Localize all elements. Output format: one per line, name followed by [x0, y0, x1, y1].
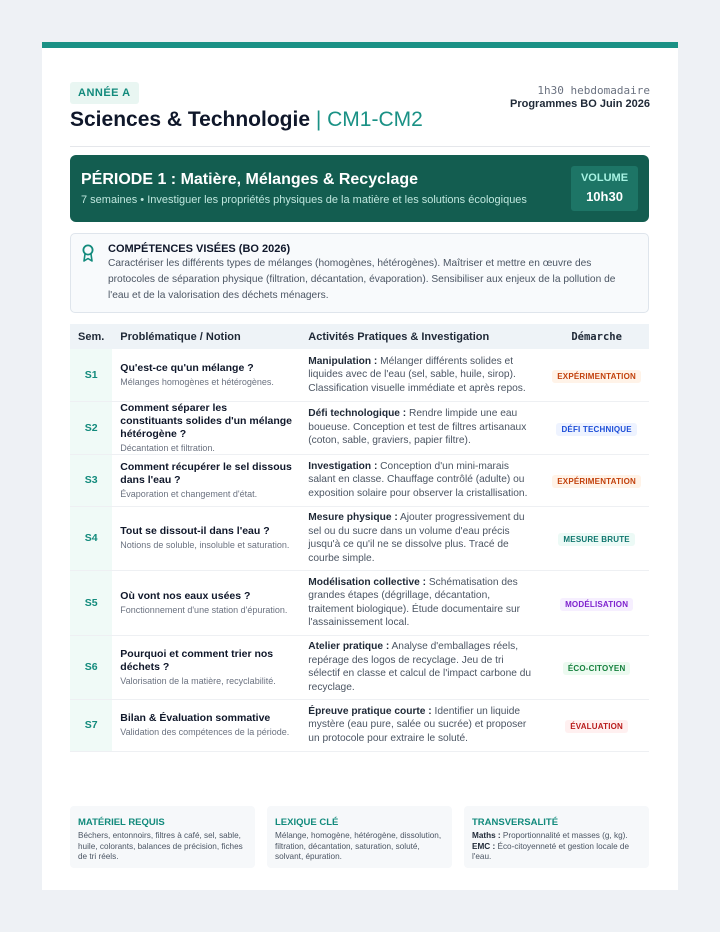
header-divider: [70, 146, 650, 147]
problem-cell: [112, 699, 300, 751]
approach-tag: MODÉLISATION: [560, 598, 633, 611]
problem-question: Où vont nos eaux usées ?: [120, 589, 251, 602]
activity-label: Mesure physique :: [308, 512, 398, 523]
problem-cell: [112, 635, 300, 699]
activity-label: Investigation :: [308, 460, 378, 472]
period-title: PÉRIODE 1 : Matière, Mélanges & Recyclage: [81, 171, 419, 188]
activity-label: Manipulation :: [308, 355, 378, 367]
problem-question: Pourquoi et comment trier nos déchets ?: [120, 647, 274, 673]
activity-cell: [300, 699, 544, 751]
transversality-title: TRANSVERSALITÉ: [472, 817, 559, 828]
approach-tag: EXPÉRIMENTATION: [552, 475, 641, 488]
activity-text: Schématisation des grandes étapes (dégrillage, décantation, traitement biologique). Étude documentaire sur l'assainissement local.: [308, 576, 521, 628]
table-row: [70, 401, 649, 454]
table-header-row: [70, 324, 649, 349]
week-label: S4: [84, 532, 98, 544]
problem-question: Tout se dissout-il dans l'eau ?: [120, 525, 270, 537]
activity-cell: [300, 454, 544, 506]
table-row: [70, 349, 649, 401]
maths-text: Proportionnalité et masses (g, kg).: [500, 831, 628, 840]
activity-cell: [300, 506, 544, 570]
table-row: [70, 699, 649, 751]
week-cell: [70, 699, 112, 751]
approach-tag: ÉVALUATION: [565, 720, 628, 733]
problem-notion: Évaporation et changement d'état.: [120, 488, 258, 499]
header-problem: Problématique / Notion: [112, 324, 300, 349]
table-row: [70, 635, 649, 699]
activity-label: Défi technologique :: [308, 408, 407, 420]
approach-tag: EXPÉRIMENTATION: [552, 370, 641, 383]
week-cell: [70, 635, 112, 699]
week-cell: [70, 349, 112, 401]
header-approach: Démarche: [544, 324, 649, 349]
page-title: [70, 108, 423, 132]
lexicon-title: LEXIQUE CLÉ: [275, 817, 339, 828]
table-row: [70, 506, 649, 570]
transversality-box: [464, 806, 649, 868]
period-banner: [70, 155, 649, 222]
emc-label: EMC :: [472, 841, 496, 851]
title-separator: |: [310, 108, 328, 131]
weekly-hours: 1h30 hebdomadaire: [537, 84, 650, 97]
problem-cell: [112, 401, 300, 454]
competences-title: COMPÉTENCES VISÉES (BO 2026): [108, 243, 291, 255]
header-week: Sem.: [70, 324, 112, 349]
week-cell: [70, 506, 112, 570]
competences-box: [70, 233, 649, 313]
activity-text: Mélanger différents solides et liquides avec de l'eau (sel, sable, huile, sirop). Classification visuelle immédiate et après repos.: [308, 355, 526, 394]
year-badge: ANNÉE A: [70, 82, 139, 104]
problem-notion: Mélanges homogènes et hétérogènes.: [120, 376, 274, 387]
title-main: Sciences & Technologie: [70, 108, 311, 131]
approach-cell: [544, 349, 649, 401]
week-cell: [70, 570, 112, 635]
transversality-text: [472, 831, 643, 863]
emc-line: [472, 842, 643, 863]
activity-text: Conception d'un mini-marais salant en classe. Chauffage contrôlé (adulte) ou exposition solaire pour observer la cristallisation.: [308, 460, 528, 499]
ribbon-badge-icon: [81, 244, 95, 262]
approach-tag: DÉFI TECHNIQUE: [556, 423, 636, 436]
problem-cell: [112, 349, 300, 401]
volume-box: [571, 166, 638, 211]
activity-cell: [300, 401, 544, 454]
problem-notion: Validation des compétences de la période.: [120, 727, 290, 737]
week-label: S6: [84, 661, 98, 673]
document-page: [42, 42, 678, 890]
week-label: S3: [84, 474, 98, 486]
activity-label: Atelier pratique :: [308, 641, 390, 652]
problem-question: Bilan & Évaluation sommative: [120, 712, 271, 724]
activity-text: Rendre limpide une eau boueuse. Conception et test de filtres artisanaux (coton, sable, graviers, papier filtre).: [308, 408, 527, 447]
problem-notion: Valorisation de la matière, recyclabilité.: [120, 675, 276, 686]
approach-cell: [544, 699, 649, 751]
header-activities: Activités Pratiques & Investigation: [300, 324, 544, 349]
table-row: [70, 570, 649, 635]
problem-question: Comment séparer les constituants solides d'un mélange hétérogène ?: [120, 401, 292, 440]
approach-cell: [544, 454, 649, 506]
approach-tag: MESURE BRUTE: [558, 533, 634, 546]
activity-cell: [300, 349, 544, 401]
activity-text: Analyse d'emballages réels, repérage des logos de recyclage. Jeu de tri sélectif en classe et calcul de l'impact carbone du recyclage.: [308, 641, 532, 693]
maths-line: [472, 831, 643, 842]
emc-text: Éco-citoyenneté et gestion locale de l'eau.: [472, 841, 630, 861]
title-level: CM1-CM2: [327, 108, 423, 131]
week-label: S7: [84, 719, 98, 731]
materials-title: MATÉRIEL REQUIS: [78, 817, 165, 828]
problem-question: Qu'est-ce qu'un mélange ?: [120, 361, 254, 374]
volume-label: VOLUME: [580, 172, 629, 184]
week-label: S1: [84, 368, 98, 381]
problem-cell: [112, 506, 300, 570]
table-row: [70, 454, 649, 506]
problem-notion: Notions de soluble, insoluble et saturation.: [120, 540, 290, 550]
period-subtitle: 7 semaines • Investiguer les propriétés physiques de la matière et les solutions écologiques: [81, 194, 527, 206]
weekly-plan-table: [70, 324, 649, 752]
competences-text: Caractériser les différents types de mélanges (homogènes, hétérogènes). Maîtriser et mettre en œuvre des protocoles de séparation physique (filtration, décantation, évaporation). Sensibiliser aux enjeux de la pollution de l'eau et de la valorisation des déchets ménagers.: [108, 258, 616, 301]
problem-notion: Décantation et filtration.: [120, 442, 215, 453]
volume-value: 10h30: [586, 189, 623, 204]
materials-box: [70, 806, 255, 868]
approach-tag: ÉCO-CITOYEN: [563, 662, 631, 675]
activity-text: Identifier un liquide mystère (eau pure, salée ou sucrée) et proposer un protocole pour extraire le soluté.: [308, 705, 527, 744]
week-label: S2: [84, 421, 98, 434]
week-label: S5: [84, 596, 98, 609]
maths-label: Maths :: [472, 831, 501, 840]
materials-text: Béchers, entonnoirs, filtres à café, sel, sable, huile, colorants, balances de précision, fiches de tri réels.: [78, 831, 243, 861]
approach-cell: [544, 506, 649, 570]
activity-text: Ajouter progressivement du sel ou du sucre dans un volume d'eau précis jusqu'à ce qu'il ne se dissolve plus. Tracé de courbe simple.: [308, 512, 525, 564]
problem-question: Comment récupérer le sel dissous dans l'eau ?: [120, 460, 292, 486]
activity-label: Modélisation collective :: [308, 576, 427, 588]
problem-notion: Fonctionnement d'une station d'épuration.: [120, 604, 288, 615]
approach-cell: [544, 570, 649, 635]
activity-label: Épreuve pratique courte :: [308, 705, 432, 717]
approach-cell: [544, 635, 649, 699]
lexicon-box: [267, 806, 452, 868]
problem-cell: [112, 570, 300, 635]
week-cell: [70, 454, 112, 506]
problem-cell: [112, 454, 300, 506]
lexicon-text: Mélange, homogène, hétérogène, dissolution, filtration, décantation, saturation, soluté, solvant, épuration.: [275, 831, 442, 861]
activity-cell: [300, 635, 544, 699]
week-cell: [70, 401, 112, 454]
approach-cell: [544, 401, 649, 454]
program-reference: Programmes BO Juin 2026: [509, 98, 650, 110]
activity-cell: [300, 570, 544, 635]
